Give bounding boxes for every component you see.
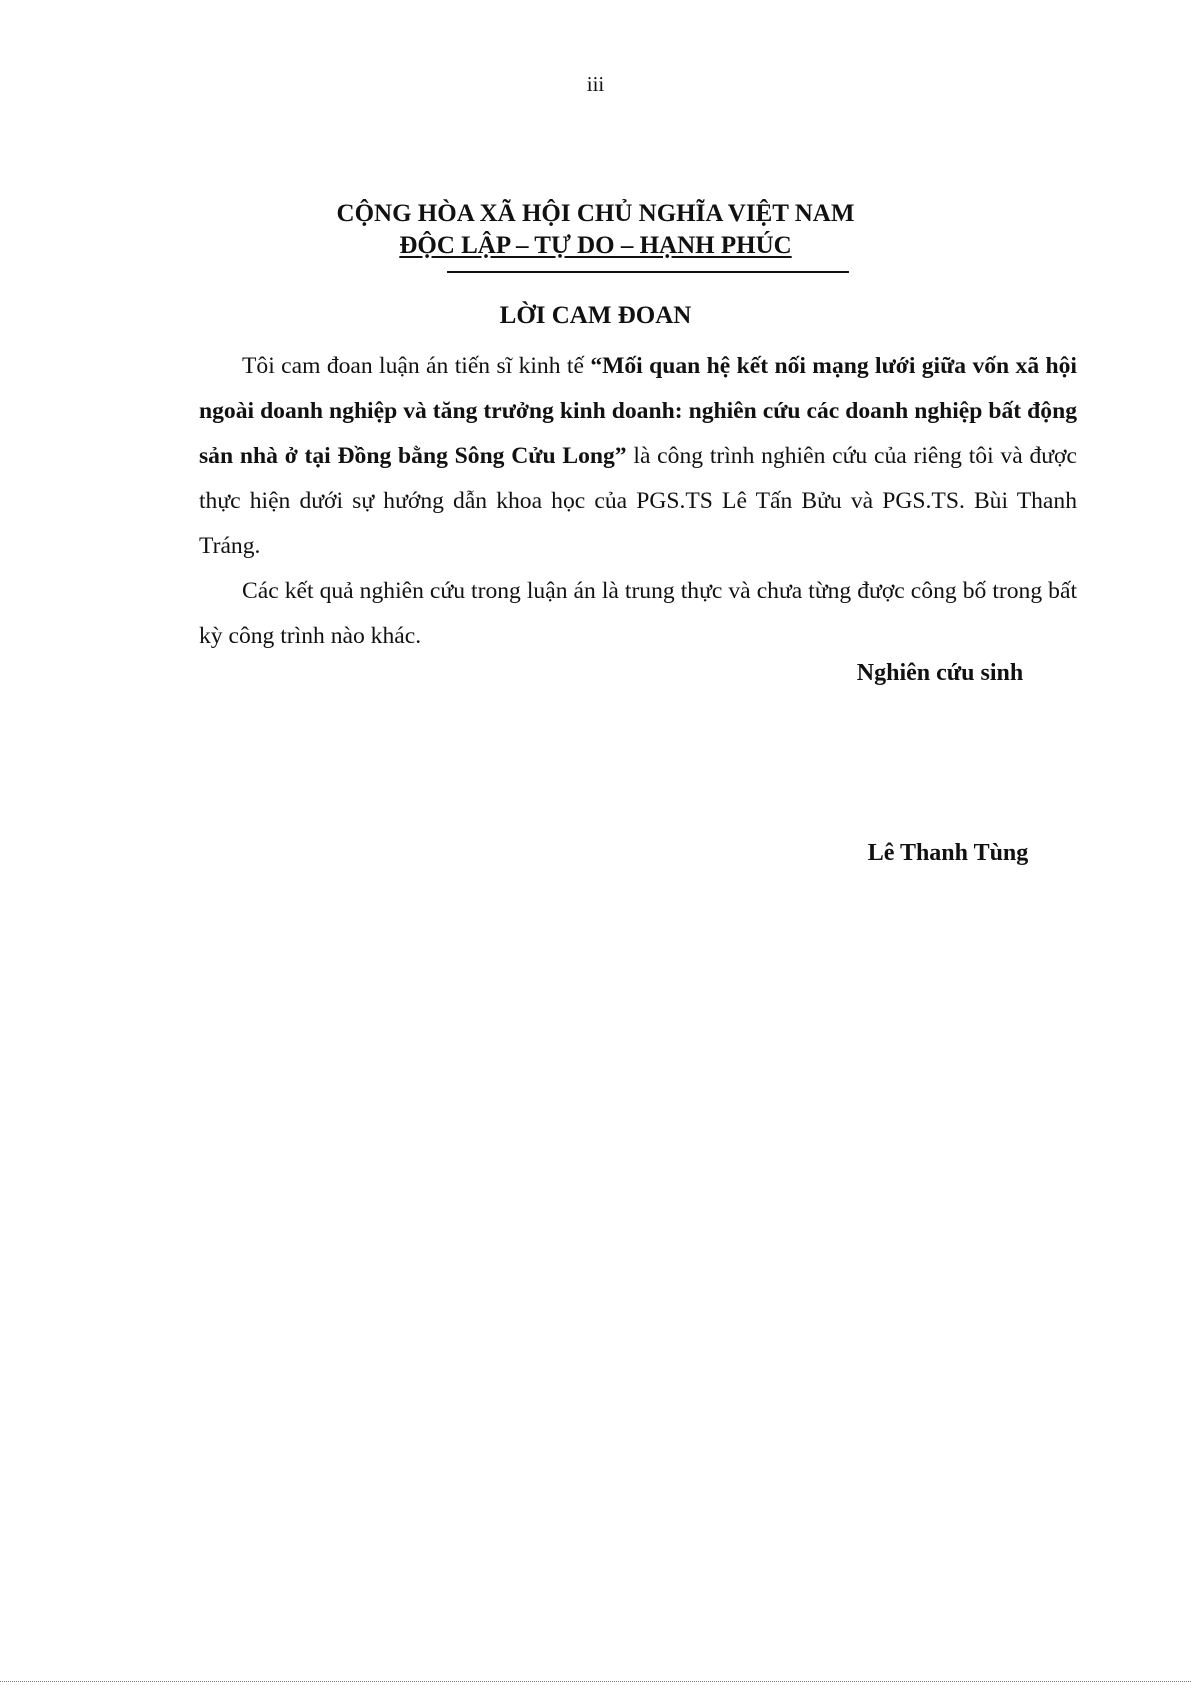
declaration-body [199,344,1077,659]
document-title: LỜI CAM ĐOAN [499,302,692,329]
signatory-name: Lê Thanh Tùng [867,840,1029,866]
declaration-paragraph-2: Các kết quả nghiên cứu trong luận án là trung thực và chưa từng được công bố trong bất kỳ công trình nào khác. [199,578,1077,649]
paragraph-intro: Tôi cam đoan luận án tiến sĩ kinh tế [242,353,591,379]
signature-label: Nghiên cứu sinh [856,660,1024,686]
national-header [0,198,1191,262]
paragraph-rest: là công trình nghiên cứu của riêng tôi và được thực hiện dưới sự hướng dẫn khoa học của PGS.TS Lê Tấn Bửu và PGS.TS. Bùi Thanh Tráng. [199,443,1077,559]
national-motto-line1: CỘNG HÒA XÃ HỘI CHỦ NGHĨA VIỆT NAM [336,200,855,227]
national-motto-line2: ĐỘC LẬP – TỰ DO – HẠNH PHÚC [399,232,792,259]
thesis-title: “Mối quan hệ kết nối mạng lưới giữa vốn xã hội ngoài doanh nghiệp và tăng trưởng kinh doanh: nghiên cứu các doanh nghiệp bất động sản nhà ở tại Đồng bằng Sông Cửu Long” [199,353,1077,469]
header-divider [447,271,849,273]
page-number: iii [586,72,605,96]
declaration-paragraph-1 [199,344,1077,569]
page-bottom-edge [0,1681,1191,1682]
